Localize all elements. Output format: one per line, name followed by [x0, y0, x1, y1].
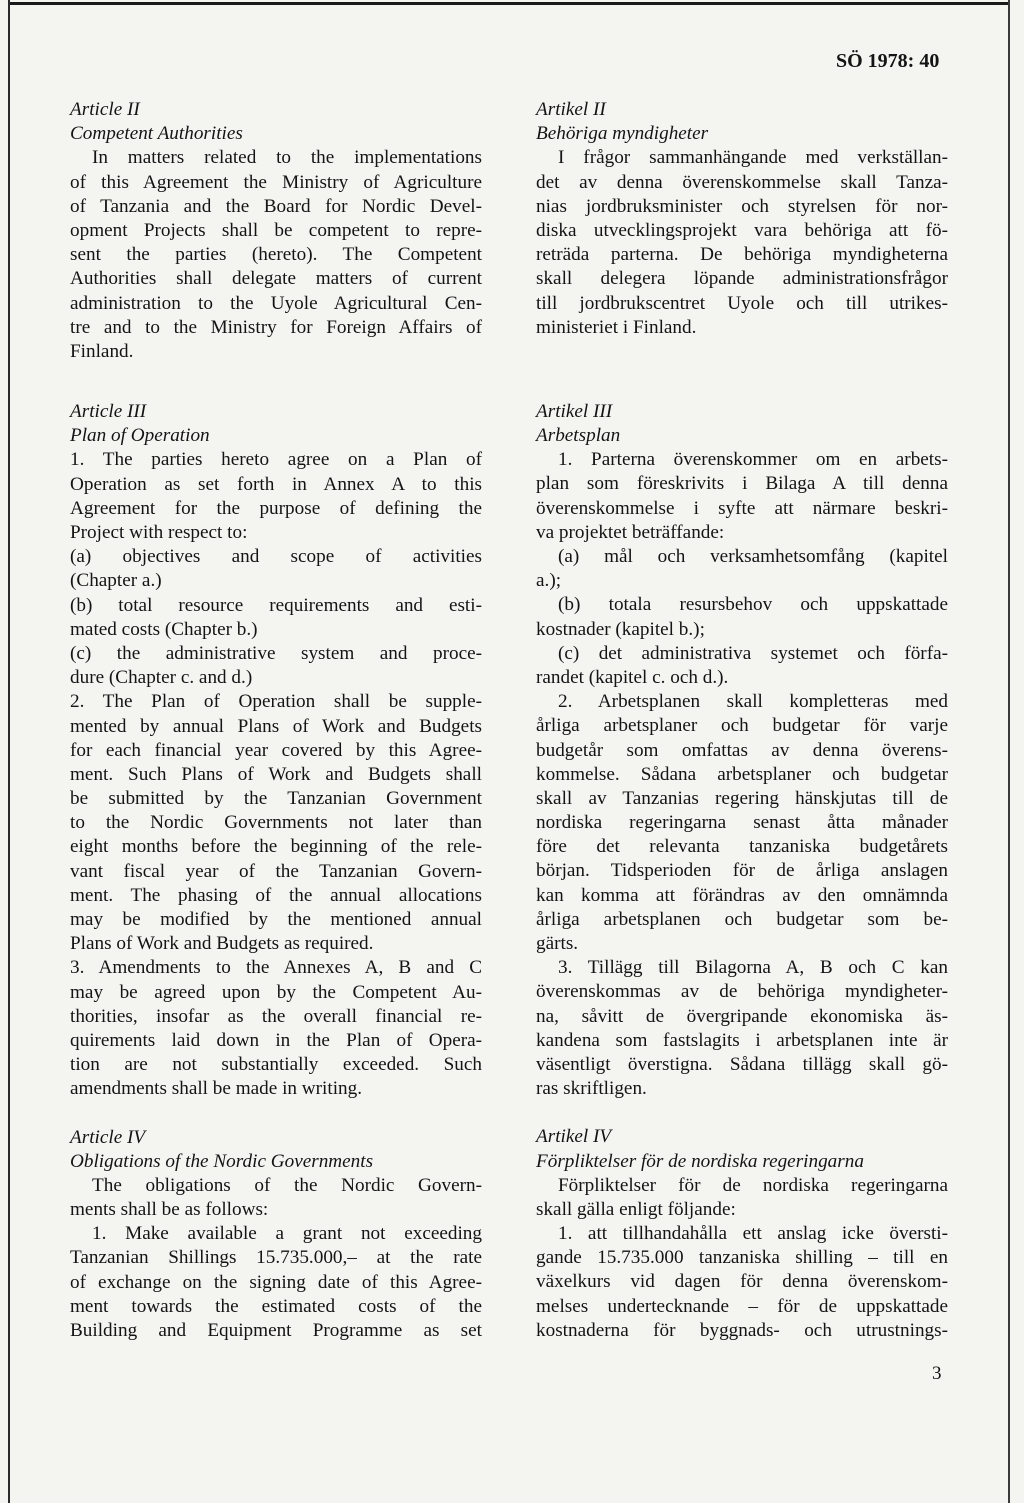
text-line: diska utvecklingsprojekt vara behöriga att fö- [536, 219, 948, 241]
text-line: 1. att tillhandahålla ett anslag icke översti- [558, 1223, 948, 1245]
text-line: ras skriftligen. [536, 1078, 647, 1100]
text-line: In matters related to the implementations [92, 147, 482, 169]
text-line: eight months before the beginning of the rele- [70, 836, 482, 858]
text-line: väsentligt överstigna. Sådana tillägg skall gö- [536, 1053, 948, 1075]
text-line: administration to the Uyole Agricultural Cen- [70, 292, 482, 314]
text-line: (c) det administrativa systemet och förfa- [558, 642, 948, 664]
text-line: gande 15.735.000 tanzaniska shilling – till en [536, 1247, 948, 1269]
text-line: kan komma att förändras av den omnämnda [536, 884, 948, 906]
text-line: till jordbrukscentret Uyole och till utrikes- [536, 292, 948, 314]
text-line: 3. Tillägg till Bilagorna A, B och C kan [558, 957, 948, 979]
text-line: (b) totala resursbehov och uppskattade [558, 594, 948, 616]
text-line: of Tanzania and the Board for Nordic Devel- [70, 195, 482, 217]
text-line: ment. Such Plans of Work and Budgets shall [70, 763, 482, 785]
text-line: skall delegera löpande administrationsfrågor [536, 268, 948, 290]
text-line: skall av Tanzanias regering hänskjutas till de [536, 787, 948, 809]
right-border [1008, 0, 1010, 1503]
text-line: quirements laid down in the Plan of Opera- [70, 1029, 482, 1051]
document-code: SÖ 1978: 40 [836, 50, 940, 72]
article-subheading: Competent Authorities [70, 123, 243, 145]
article-heading: Article IV [70, 1126, 146, 1148]
text-line: kommelse. Sådana arbetsplaner och budgetar [536, 763, 948, 785]
text-line: opment Projects shall be competent to repre- [70, 219, 482, 241]
text-line: Finland. [70, 340, 134, 362]
text-line: ministeriet i Finland. [536, 316, 697, 338]
text-line: a.); [536, 570, 562, 592]
article-heading: Article II [70, 99, 140, 120]
text-line: kandena som fastslagits i arbetsplanen inte är [536, 1029, 948, 1051]
text-line: Operation as set forth in Annex A to this [70, 473, 482, 495]
article-body [536, 146, 948, 340]
text-line: Tanzanian Shillings 15.735.000,– at the rate [70, 1247, 482, 1269]
text-line: nordiska regeringarna senast åtta månader [536, 812, 948, 834]
text-line: na, såvitt de övergripande ekonomiska äs- [536, 1005, 948, 1027]
text-line: början. Tidsperioden för de årliga anslagen [536, 860, 948, 882]
text-line: may be agreed upon by the Competent Au- [70, 981, 482, 1003]
text-line: Authorities shall delegate matters of current [70, 268, 482, 290]
text-line: be submitted by the Tanzanian Government [70, 788, 482, 810]
article-subheading: Förpliktelser för de nordiska regeringarna [536, 1150, 864, 1172]
text-line: for each financial year covered by this Agree- [70, 739, 482, 761]
text-line: randet (kapitel c. och d.). [536, 666, 729, 688]
text-line: 1. The parties hereto agree on a Plan of [70, 449, 482, 471]
text-line: tre and to the Ministry for Foreign Affairs of [70, 316, 482, 338]
page-number: 3 [932, 1363, 942, 1384]
text-line: mented by annual Plans of Work and Budgets [70, 715, 482, 737]
text-line: vant fiscal year of the Tanzanian Govern- [70, 860, 482, 882]
text-line: Agreement for the purpose of defining the [70, 497, 482, 519]
text-line: kostnaderna för byggnads- och utrustnings- [536, 1319, 948, 1341]
english-column [70, 98, 482, 1343]
text-line: gärts. [536, 933, 579, 954]
text-line: 3. Amendments to the Annexes A, B and C [70, 957, 482, 979]
text-line: of exchange on the signing date of this Agree- [70, 1271, 482, 1293]
text-line: of this Agreement the Ministry of Agriculture [70, 171, 482, 193]
text-line: före det relevanta tanzaniska budgetårets [536, 836, 948, 858]
article-body [70, 1174, 482, 1343]
text-line: thorities, insofar as the overall financial re- [70, 1005, 482, 1027]
text-line: överenskommas av de behöriga myndigheter- [536, 981, 948, 1003]
text-line: det av denna överenskommelse skall Tanza- [536, 171, 948, 193]
text-line: sent the parties (hereto). The Competent [70, 244, 482, 266]
text-line: 1. Make available a grant not exceeding [92, 1223, 482, 1245]
text-line: ments shall be as follows: [70, 1199, 269, 1221]
text-line: nias jordbruksminister och styrelsen för nor- [536, 195, 948, 217]
article-heading: Article III [70, 401, 147, 423]
text-line: årliga arbetsplaner och budgetar för varje [536, 715, 948, 737]
article-subheading: Arbetsplan [536, 425, 621, 447]
text-line: ment towards the estimated costs of the [70, 1295, 482, 1317]
text-line: (b) total resource requirements and esti- [70, 594, 482, 616]
text-line: dure (Chapter c. and d.) [70, 667, 253, 689]
text-line: plan som föreskrivits i Bilaga A till denna [536, 473, 948, 495]
article-heading: Artikel III [536, 400, 613, 422]
article-body [70, 146, 482, 364]
top-border [10, 2, 1010, 5]
article-body [536, 1174, 948, 1343]
text-line: 1. Parterna överenskommer om en arbets- [558, 449, 948, 471]
text-line: mated costs (Chapter b.) [70, 618, 258, 640]
text-line: ment. The phasing of the annual allocations [70, 884, 482, 906]
text-line: (a) mål och verksamhetsomfång (kapitel [558, 546, 948, 567]
article-body [70, 448, 482, 1101]
article-heading: Artikel IV [536, 1126, 612, 1148]
text-line: amendments shall be made in writing. [70, 1078, 363, 1100]
text-line: kostnader (kapitel b.); [536, 618, 705, 640]
article-subheading: Obligations of the Nordic Governments [70, 1150, 374, 1172]
text-line: I frågor sammanhängande med verkställan- [558, 147, 948, 169]
article-subheading: Behöriga myndigheter [536, 123, 709, 145]
swedish-column [536, 98, 948, 1343]
text-line: va projektet beträffande: [536, 521, 725, 543]
text-line: (a) objectives and scope of activities [70, 546, 482, 568]
text-line: budgetår som omfattas av denna överens- [536, 739, 948, 761]
text-line: reträda parterna. De behöriga myndigheterna [536, 244, 948, 266]
text-line: Förpliktelser för de nordiska regeringarna [558, 1174, 948, 1196]
text-line: tion are not substantially exceeded. Such [70, 1054, 482, 1076]
text-line: Project with respect to: [70, 522, 248, 543]
text-line: årliga arbetsplanen och budgetar som be- [536, 908, 948, 930]
article-body [536, 448, 948, 1101]
text-line: may be modified by the mentioned annual [70, 909, 482, 930]
text-line: överenskommelse i syfte att närmare beskri- [536, 497, 948, 519]
left-border [8, 0, 10, 1503]
text-line: skall gälla enligt följande: [536, 1198, 736, 1220]
text-line: (c) the administrative system and proce- [70, 642, 482, 664]
text-line: 2. The Plan of Operation shall be supple- [70, 691, 482, 713]
text-line: to the Nordic Governments not later than [70, 812, 482, 834]
text-line: The obligations of the Nordic Govern- [92, 1174, 482, 1196]
text-line: Plans of Work and Budgets as required. [70, 933, 374, 955]
article-subheading: Plan of Operation [70, 425, 210, 447]
article-heading: Artikel II [536, 99, 606, 120]
text-line: melses undertecknande – för de uppskattade [536, 1295, 948, 1317]
text-line: växelkurs vid dagen för denna överenskom- [536, 1271, 948, 1293]
text-line: Building and Equipment Programme as set [70, 1320, 482, 1341]
text-line: 2. Arbetsplanen skall kompletteras med [558, 691, 948, 713]
text-line: (Chapter a.) [70, 570, 162, 592]
